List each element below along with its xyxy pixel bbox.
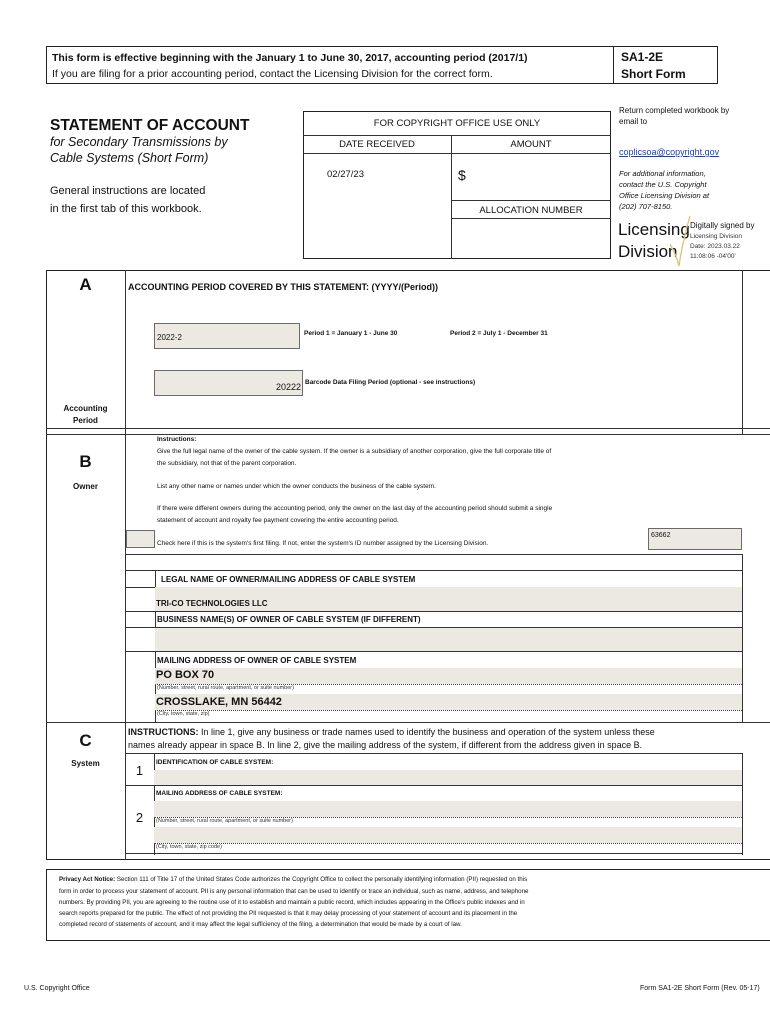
privacy-notice-bold: Privacy Act Notice: xyxy=(59,876,116,883)
signature-word-2: Division xyxy=(618,242,678,261)
system-address-hint-2: (City, town, state, zip code) xyxy=(156,844,222,850)
system-instructions-line2: names already appear in space B. In line 2, give the mailing address of the system, if different from the address given in space B. xyxy=(128,740,643,750)
owner-instructions-2: List any other name or names under which the owner conducts the business of the cable system. xyxy=(157,483,436,490)
period-1-note: Period 1 = January 1 - June 30 xyxy=(304,330,398,337)
barcode-period-field[interactable] xyxy=(154,370,303,396)
return-text-1: Return completed workbook by xyxy=(619,106,730,115)
period-2-note: Period 2 = July 1 - December 31 xyxy=(450,330,548,337)
barcode-period-value: 20222 xyxy=(275,382,301,392)
info-text-2: contact the U.S. Copyright xyxy=(619,180,707,189)
first-filing-text: Check here if this is the system's first filing. If not, enter the system's ID number assigned by the Licensing Division. xyxy=(157,540,489,547)
privacy-line-5: completed record of statements of account, and it may affect the legal sufficiency of the filing, a determination that would be made by a court of law. xyxy=(59,921,462,928)
privacy-line-2: form in order to process your statement of account. PII is any personal information that can be used to identify or trace an individual, such as name, address, and telephone xyxy=(59,888,529,895)
legal-name-label: LEGAL NAME OF OWNER/MAILING ADDRESS OF CABLE SYSTEM xyxy=(161,575,416,584)
page-subtitle-2: Cable Systems (Short Form) xyxy=(50,151,209,165)
accounting-period-field[interactable] xyxy=(154,323,300,349)
return-text-2: email to xyxy=(619,117,648,126)
privacy-line-4: search reports prepared for the public. The effect of not providing the PII requested is that it may delay processing of your statement of account and its placement in the xyxy=(59,910,518,917)
system-id-value: 63662 xyxy=(651,532,671,539)
office-use-heading: FOR COPYRIGHT OFFICE USE ONLY xyxy=(373,118,541,129)
address-line-2-field[interactable] xyxy=(155,694,742,710)
amount-label: AMOUNT xyxy=(510,139,552,150)
footer-right: Form SA1-2E Short Form (Rev. 05-17) xyxy=(640,985,760,992)
section-c-letter: C xyxy=(79,731,92,750)
privacy-line-3: numbers. By providing PII, you are agreeing to the routine use of it to establish and maintain a public record, which includes appearing in the Office's public indexes and in xyxy=(59,899,525,906)
legal-name-field[interactable] xyxy=(155,587,742,611)
form-type: Short Form xyxy=(621,67,686,81)
page-title: STATEMENT OF ACCOUNT xyxy=(50,117,250,134)
section-b-letter: B xyxy=(79,452,92,471)
email-link[interactable]: coplicsoa@copyright.gov xyxy=(619,147,720,157)
mailing-address-label: MAILING ADDRESS OF OWNER OF CABLE SYSTEM xyxy=(157,656,357,665)
line-2-number: 2 xyxy=(135,810,144,825)
line-2-label: MAILING ADDRESS OF CABLE SYSTEM: xyxy=(156,790,283,797)
form-id: SA1-2E xyxy=(621,50,664,64)
business-name-label: BUSINESS NAME(S) OF OWNER OF CABLE SYSTEM (IF DIFFERENT) xyxy=(157,615,421,624)
info-text-4: (202) 707-8150. xyxy=(619,202,673,211)
legal-name-value: TRI-CO TECHNOLOGIES LLC xyxy=(156,599,268,608)
signature-detail-1: Digitally signed by xyxy=(690,221,755,230)
info-text-1: For additional information, xyxy=(619,169,706,178)
allocation-number-label: ALLOCATION NUMBER xyxy=(479,205,583,216)
address-line-1-value: PO BOX 70 xyxy=(156,669,215,681)
signature-check-icon xyxy=(668,214,692,268)
line-1-label: IDENTIFICATION OF CABLE SYSTEM: xyxy=(156,759,274,766)
footer-left: U.S. Copyright Office xyxy=(24,985,90,992)
first-filing-checkbox[interactable] xyxy=(126,530,155,548)
section-a-heading: ACCOUNTING PERIOD COVERED BY THIS STATEMENT: (YYYY/(Period)) xyxy=(128,282,439,292)
owner-instructions-3a: If there were different owners during the accounting period, only the owner on the last day of the accounting period should submit a single xyxy=(157,505,553,512)
general-instructions-1: General instructions are located xyxy=(50,185,206,197)
signature-detail-4: 11:08:06 -04'00' xyxy=(690,253,736,260)
section-b-label: Owner xyxy=(73,482,98,491)
system-instructions-bold: INSTRUCTIONS: xyxy=(128,727,199,737)
address-line-2-hint: (City, town, state, zip) xyxy=(157,711,210,717)
system-id-field[interactable] xyxy=(648,528,742,550)
section-a-label-2: Period xyxy=(73,416,98,425)
privacy-line-1 xyxy=(59,876,527,883)
system-instructions-text: In line 1, give any business or trade names used to identify the business and operation of the system unless these xyxy=(198,727,655,737)
office-use-box xyxy=(303,111,611,259)
effective-notice-line1: This form is effective beginning with the January 1 to June 30, 2017, accounting period (2017/1) xyxy=(52,52,528,64)
signature-detail-2: Licensing Division xyxy=(690,233,743,240)
owner-instructions-title: Instructions: xyxy=(157,436,197,443)
info-text-3: Office Licensing Division at xyxy=(619,191,710,200)
owner-instructions-1a: Give the full legal name of the owner of the cable system. If the owner is a subsidiary of another corporation, give the full corporate title of xyxy=(157,448,552,455)
system-address-line-1-field[interactable] xyxy=(154,801,742,817)
signature-detail-3: Date: 2023.03.22 xyxy=(690,243,740,250)
signature-word-1: Licensing xyxy=(618,220,690,239)
business-name-field[interactable] xyxy=(155,627,742,651)
barcode-period-label: Barcode Data Filing Period (optional - see instructions) xyxy=(305,379,476,386)
dollar-sign: $ xyxy=(458,167,466,183)
owner-instructions-1b: the subsidiary, not that of the parent corporation. xyxy=(157,460,297,467)
accounting-period-value: 2022-2 xyxy=(157,333,182,342)
general-instructions-2: in the first tab of this workbook. xyxy=(50,203,202,215)
line-1-number: 1 xyxy=(135,763,144,778)
effective-notice-line2: If you are filing for a prior accounting period, contact the Licensing Division for the correct form. xyxy=(52,68,493,80)
owner-instructions-3b: statement of account and royalty fee payment covering the entire accounting period. xyxy=(157,517,399,524)
date-received-label: DATE RECEIVED xyxy=(339,139,415,150)
system-identification-field[interactable] xyxy=(154,770,742,785)
address-line-1-hint: (Number, street, rural route, apartment, or suite number) xyxy=(157,685,294,691)
section-a-letter: A xyxy=(79,275,92,294)
address-line-1-field[interactable] xyxy=(155,668,742,684)
page-subtitle-1: for Secondary Transmissions by xyxy=(50,135,228,149)
section-c-label: System xyxy=(71,759,100,768)
system-address-hint-1: (Number, street, rural route, apartment, or suite number) xyxy=(156,818,293,824)
section-a-label-1: Accounting xyxy=(63,404,108,413)
address-line-2-value: CROSSLAKE, MN 56442 xyxy=(156,696,282,708)
system-address-line-2-field[interactable] xyxy=(154,827,742,843)
privacy-text-1: Section 111 of Title 17 of the United States Code authorizes the Copyright Office to collect the personally identifying information (PII) requested on this xyxy=(115,876,528,883)
date-received-value: 02/27/23 xyxy=(327,169,364,180)
system-instructions-line1 xyxy=(128,727,655,737)
